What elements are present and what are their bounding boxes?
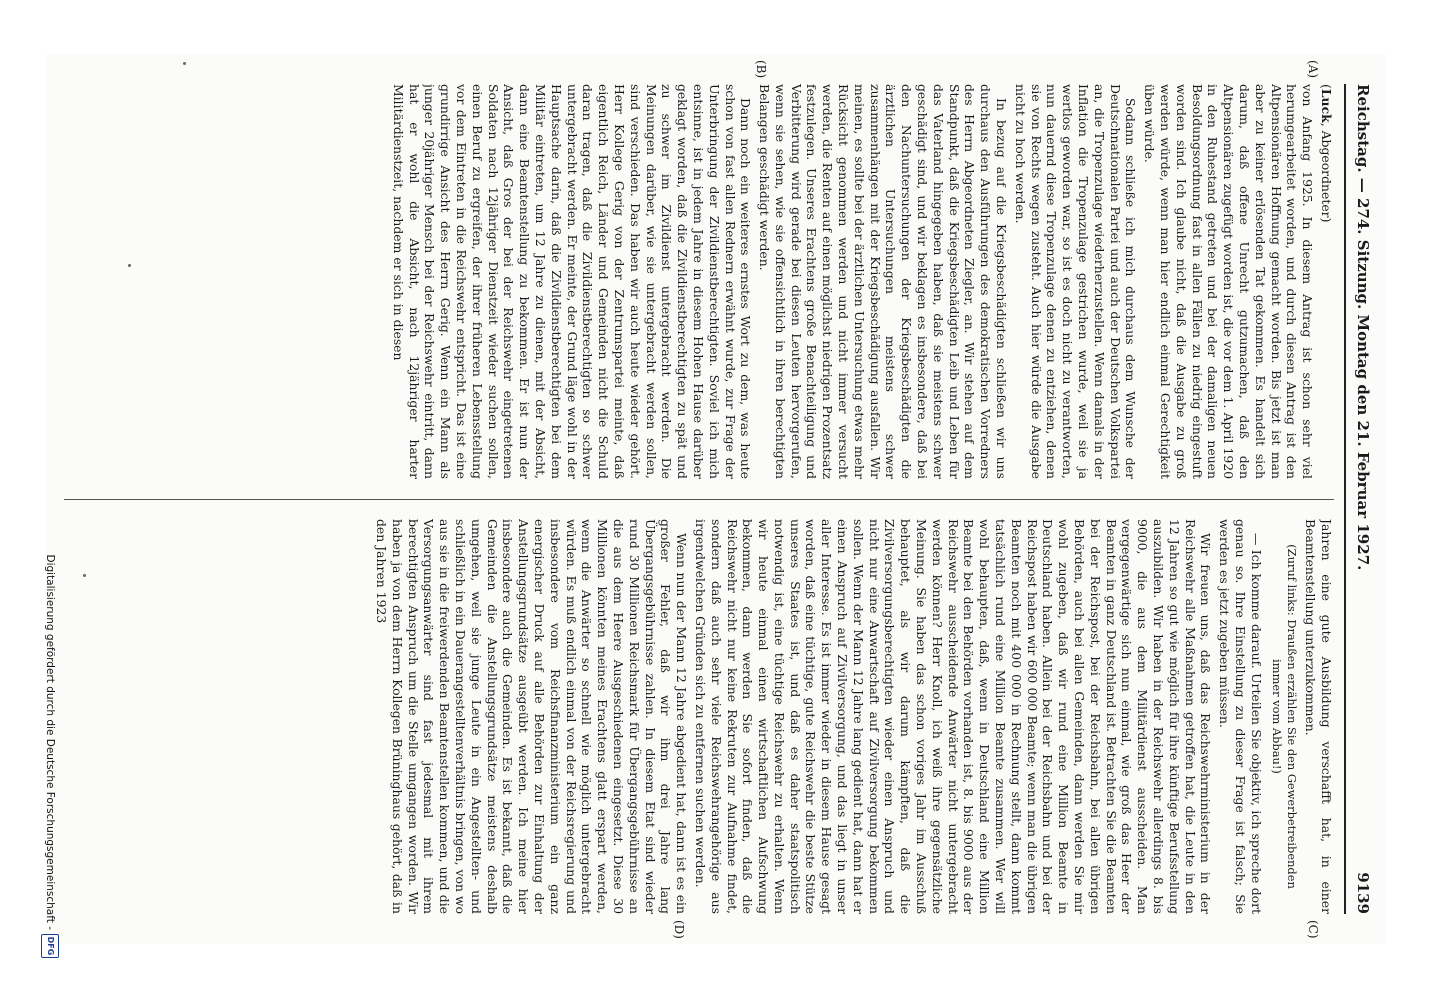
margin-mark-d: (D) [672, 920, 686, 939]
rotated-page-scan [12, 30, 1422, 970]
interjection: (Zuruf links: Draußen erzählen Sie den Gewerbetreibenden immer vom Abbau!) [1269, 544, 1300, 889]
scan-speck [183, 62, 186, 65]
paragraph: Wenn nun der Mann 12 Jahre abgedient hat, dann ist es ein großer Fehler, daß wir ihm drei Jahre lang Übergangsgebührnisse zahlen. In diesem Etat sind wieder rund 30 Millionen Reichsmark für Übergangsgebührnisse an die aus dem Heere Ausgeschiedenen eingesetzt. Diese 30 Millionen könnten meines Erachtens glatt erspart werden, wenn die Anwärter so schnell wie möglich untergebracht würden. Es muß endlich einmal von der Reichsregierung und insbesondere vom Reichsfinanzministerium ein ganz energischer Druck auf alle Behörden zur Einhaltung der Anstellungsgrundsätze ausgeübt werden. Ich meine hier insbesondere auch die Gemeinden. Es ist bekannt, daß die Gemeinden die Anstellungsgrundsätze meistens deshalb umgehen, weil sie junge Leute in ein Angestellten- und schließlich in ein Dauerangestelltenverhältnis bringen, von wo aus sie in die freiwerdenden Beamtenstellen kommen, und die Versorgungsanwärter sind fast jedesmal mit ihrem berechtigten Anspruch um die Stelle umgangen worden. Wir haben ja von dem Herrn Kollegen Brüninghaus gehört, daß in den Jahren 1923 [373, 519, 690, 914]
scan-speck [128, 264, 131, 267]
right-column [64, 519, 1334, 914]
speaker-role: , Abgeordneter) [1319, 122, 1334, 223]
paragraph: von Anfang 1925. In diesem Antrag ist schon sehr viel herumgearbeitet worden, und durch diesen Antrag ist den Altpensionären Hoffnung gemacht worden. Bis jetzt ist man aber zu keiner erlösenden Tat gekommen. Es handelt sich darum, daß offene Unrecht gutzumachen, daß den Altpensionären zugefügt worden ist, die vor dem 1. April 1920 in den Ruhestand getreten und bei der damaligen neuen Besoldungsordnung fast in allen Fällen zu niedrig eingestuft worden sind. Ich glaube nicht, daß die Ausgabe zu groß werden würde, wenn man hier endlich einmal Gerechtigkeit üben würde. [1142, 84, 1316, 479]
paragraph: Jahren eine gute Ausbildung verschafft hat, in einer Beamtenstellung unterzukommen. [1303, 519, 1334, 914]
header-rule [1344, 84, 1346, 914]
paragraph: Wir freuen uns, daß das Reichswehrministerium in der Reichswehr alle Maßnahmen getroffen hat, die Leute in den 12 Jahren so gut wie möglich für ihre künftige Berufsstellung auszubilden. Wir haben in der Reichswehr allerdings 8. bis 9000, die aus dem Militärdienst ausscheiden. Man vergegenwärtige sich nun einmal, wie groß das Heer der Beamten in ganz Deutschland ist. Betrachten Sie die Beamten bei der Reichspost, bei der Reichsbahn, bei allen übrigen Behörden, auch bei allen Gemeinden, dann werden Sie mir wohl zugeben, daß wir rund eine Million Beamte in Deutschland haben. Allein bei der Reichsbahn und bei der Reichspost haben wir 600 000 Beamte; wenn man die übrigen Beamten noch mit 400 000 in Rechnung stellt, dann kommt tatsächlich rund eine Million Beamte zusammen. Wer will wohl behaupten, daß, wenn in Deutschland eine Million Beamte bei den Behörden vorhanden ist, 8. bis 9000 aus der Reichswehr ausscheidende Anwärter nicht untergebracht werden können? Herr Knoll, ich weiß ihre gegensätzliche Meinung. Sie haben das schon voriges Jahr im Ausschuß behauptet, als wir darum kämpften, daß die Zivilversorgungsberechtigten wieder einen Anspruch und nicht nur eine Anwartschaft auf Zivilversorgung bekommen sollen. Wenn der Mann 12 Jahre lang gedient hat, dann hat er einen Anspruch auf Zivilversorgung, und das liegt in unser aller Interesse. Es ist immer wieder in diesem Hause gesagt worden, daß eine tüchtige, gute Reichswehr die beste Stütze unseres Staates ist, und daß es daher staatspolitisch notwendig ist, eine tüchtige Reichswehr zu erhalten. Wenn wir heute einmal einen wirtschaftlichen Aufschwung bekommen, dann werden Sie sofort finden, daß die Reichswehr nicht nur keine Rekruten zur Aufnahme findet, sondern daß auch sehr viele Reichswehrangehörige aus irgendwelchen Gründen sich zu entfernen suchen werden. [692, 519, 1214, 914]
paragraph: In bezug auf die Kriegsbeschädigten schließen wir uns durchaus den Ausführungen des demokratischen Vorredners des Herrn Abgeordneten Ziegler, an. Wir stehen auf dem Standpunkt, daß die Kriegsbeschädigten Leib und Leben für das Vaterland hingegeben haben, daß sie meistens schwer geschädigt sind, und wir beklagen es insbesondere, daß bei den Nachuntersuchungen der Kriegsbeschädigten die ärztlichen Untersuchungen meistens schwer zusammenhängen mit der Kriegsbeschädigung ausfallen. Wir meinen, es sollte bei der ärztlichen Untersuchung etwas mehr Rücksicht genommen werden und nicht immer versucht werden, die Renten auf einen möglichst niedrigen Prozentsatz festzulegen. Unseres Erachtens große Benachteiligung und Verbitterung wird gerade bei diesen Leuten hervorgerufen, wenn sie sehen, wie sie offensichtlich in ihren berechtigten Belangen geschädigt werden. [757, 84, 1010, 479]
paragraph: Dann noch ein weiteres ernstes Wort zu dem, was heute schon von fast allen Rednern erwähnt wurde, zur Frage der Unterbringung der Zivildienstberechtigten. Soviel ich mich entsinne, ist in jedem Jahre in diesem Hohen Hause darüber geklagt worden, daß die Zivildienstberechtigten zu spät und zu schwer im Zivildienst untergebracht werden. Die Meinungen darüber, wie sie untergebracht werden sollen, sind verschieden. Das haben wir auch heute wieder gehört. Herr Kollege Gerig von der Zentrumspartei meinte, daß eigentlich Reich, Länder und Gemeinden nicht die Schuld daran tragen, daß die Zivildienstberechtigten so schwer untergebracht werden. Er meinte, der Grund läge wohl in der Hauptsache darin, daß die Zivildienstberechtigten bei dem Militär eintreten, um 12 Jahre zu dienen, mit der Absicht, dann eine Beamtenstellung zu bekommen. Er ist nun der Ansicht, daß Gros der bei der Reichswehr eingetretenen Soldaten nach 12jähriger Dienstzeit wieder suchen sollen, einen Beruf zu ergreifen, der ihrer früheren Lebensstellung vor dem Eintreten in die Reichswehr entspricht. Das ist eine grundirrige Ansicht des Herrn Gerig. Wenn ein Mann als junger 20jähriger Mensch bei der Reichswehr eintritt, dann hat er wohl die Absicht, nach 12jähriger harter Militärdienstzeit, nachdem er sich in diesen [390, 84, 754, 479]
paragraph: — Ich komme darauf. Urteilen Sie objektiv, ich spreche dort genau so. Ihre Einstellung zu dieser Frage ist falsch; Sie werden es jetzt zugeben müssen. [1217, 519, 1264, 914]
paragraph: Sodann schließe ich mich durchaus dem Wunsche der Deutschnationalen Partei und auch der Deutschen Volkspartei an, die Tropenzulage wiederherzustellen. Wenn damals in der Inflation die Tropenzulage gestrichen wurde, weil sie ja wertlos geworden war, so ist es doch nicht zu verantworten, nun dauernd diese Tropenzulage denen zu entziehen, denen sie von Rechts wegen zusteht. Auch hier würde die Ausgabe nicht zu hoch werden. [1012, 84, 1139, 479]
margin-mark-b: (B) [754, 60, 768, 79]
newspaper-page [46, 54, 1386, 944]
header-title: Reichstag. — 274. Sitzung. Montag den 21. Februar 1927. [1354, 84, 1372, 571]
column-divider [64, 499, 1334, 500]
page-header [1346, 84, 1380, 914]
speaker-name: Luck [1319, 88, 1334, 123]
speaker-line: (Luck, Abgeordneter) [1319, 84, 1334, 223]
margin-mark-c: (C) [1306, 920, 1320, 939]
page-number: 9139 [1354, 872, 1372, 914]
footer-credit: Digitalisierung gefördert durch die Deutsche Forschungsgemeinschaft - [44, 554, 56, 930]
dfg-logo: DFG [41, 934, 59, 958]
left-column [64, 84, 1334, 479]
digitization-footer [26, 30, 66, 970]
margin-mark-a: (A) [1306, 60, 1320, 79]
scan-speck [83, 574, 86, 577]
